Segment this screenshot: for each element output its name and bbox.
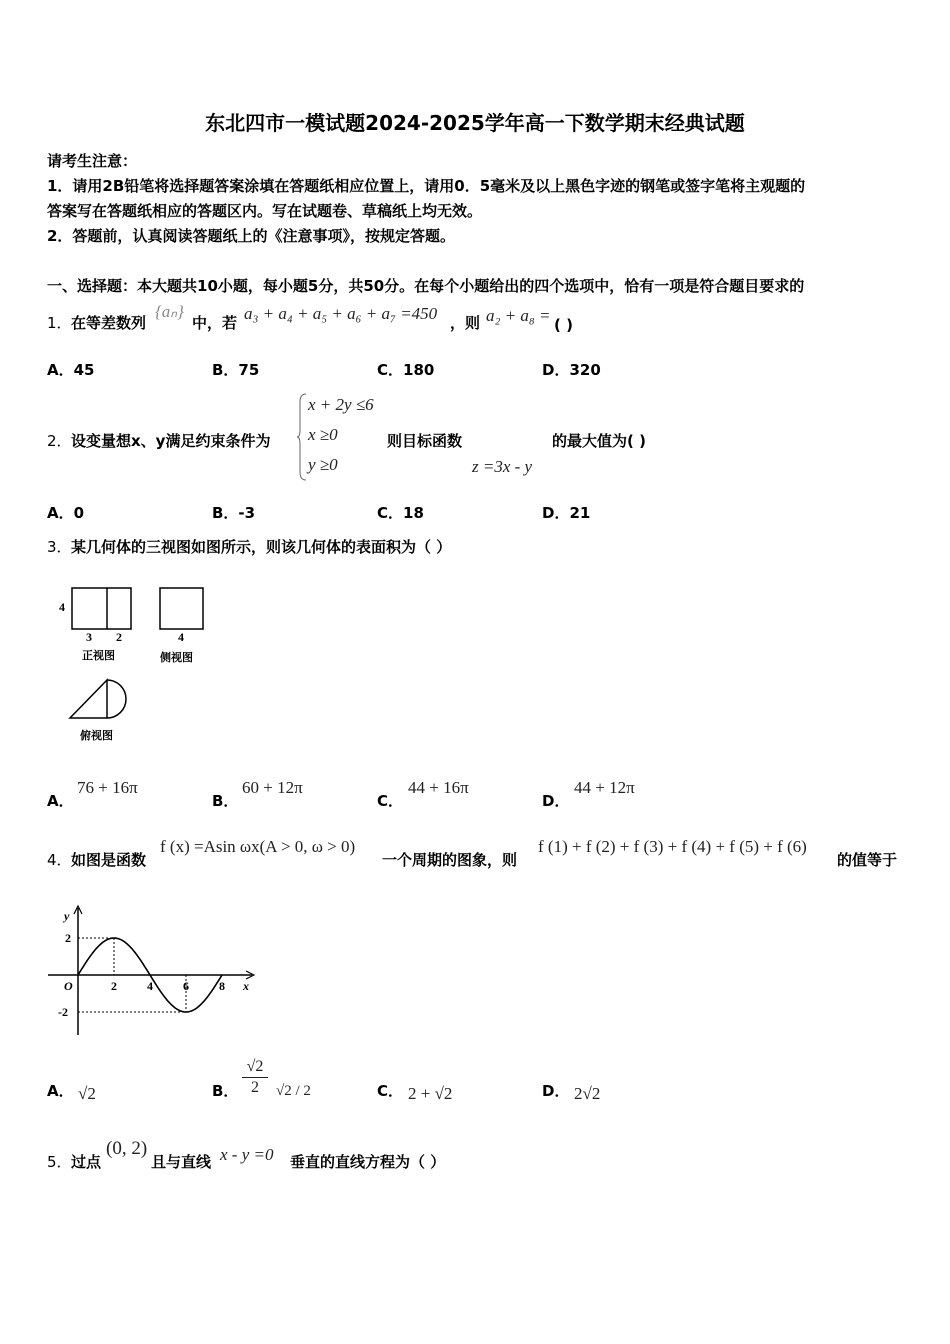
front-width-2-label: 2 — [116, 630, 122, 644]
q4-text-c: 的值等于 — [837, 851, 898, 869]
origin-label: O — [64, 979, 73, 993]
page-title: 东北四市一模试题2024-2025学年高一下数学期末经典试题 — [205, 111, 745, 135]
q4-option-d-letter[interactable]: D． — [542, 1082, 570, 1100]
xtick-8: 8 — [219, 979, 225, 993]
q2-text-b: 则目标函数 — [387, 432, 463, 450]
q2-option-b[interactable]: B．-3 — [212, 504, 256, 522]
x-axis-label: x — [243, 979, 249, 993]
q2-text-a: 设变量想x、y满足约束条件为 — [71, 432, 271, 450]
q1-sequence: {aₙ} — [155, 302, 184, 321]
q1-target: a₂ + a₈ = — [486, 306, 551, 325]
q2-number: 2． — [47, 432, 72, 450]
q4-option-b-denominator: 2 — [251, 1079, 259, 1096]
q4-text-b: 一个周期的图象，则 — [382, 851, 518, 869]
q4-option-b-letter[interactable]: B． — [212, 1082, 239, 1100]
side-view — [160, 588, 203, 629]
notice-line-1b: 答案写在答题纸相应的答题区内。写在试题卷、草稿纸上均无效。 — [47, 202, 483, 220]
q4-sum: f (1) + f (2) + f (3) + f (4) + f (5) + f (6) — [538, 837, 807, 856]
q1-option-c[interactable]: C．180 — [377, 361, 435, 379]
q1-option-b[interactable]: B．75 — [212, 361, 260, 379]
q5-line: x - y =0 — [220, 1145, 274, 1164]
q3-option-b-value[interactable]: 60 + 12π — [242, 778, 303, 797]
q4-option-b-numerator: √2 — [242, 1057, 268, 1078]
q4-option-b-fraction[interactable] — [242, 1057, 268, 1098]
q2-text-c: 的最大值为( ) — [552, 432, 646, 450]
q4-option-a-letter[interactable]: A． — [47, 1082, 74, 1100]
top-view-triangle — [70, 680, 107, 718]
q2-constraint-3: y ≥0 — [308, 455, 338, 474]
q2-constraint-1: x + 2y ≤6 — [308, 395, 374, 414]
q4-option-d-value[interactable]: 2√2 — [574, 1084, 601, 1103]
q3-option-c-letter[interactable]: C． — [377, 792, 404, 810]
q1-option-a[interactable]: A．45 — [47, 361, 95, 379]
q5-number: 5． — [47, 1153, 72, 1171]
q4-option-b-value[interactable]: √2 / 2 — [276, 1083, 311, 1099]
q3-text: 某几何体的三视图如图所示，则该几何体的表面积为（ ） — [71, 538, 452, 556]
q4-number: 4． — [47, 851, 72, 869]
q3-option-a-letter[interactable]: A． — [47, 792, 74, 810]
brace-icon — [296, 392, 308, 482]
three-view-figure — [50, 578, 220, 748]
q2-objective: z =3x - y — [472, 457, 533, 476]
q1-paren: ( ) — [554, 316, 573, 334]
side-width-label: 4 — [178, 630, 184, 644]
ytick-2: 2 — [65, 931, 71, 945]
q3-option-d-value[interactable]: 44 + 12π — [574, 778, 635, 797]
top-view-semicircle — [107, 680, 126, 718]
q4-option-a-value[interactable]: √2 — [78, 1084, 96, 1103]
q3-number: 3． — [47, 538, 72, 556]
xtick-2: 2 — [111, 979, 117, 993]
notice-line-2: 2．答题前，认真阅读答题纸上的《注意事项》，按规定答题。 — [47, 227, 455, 245]
sine-graph — [40, 900, 265, 1040]
q1-condition: a₃ + a₄ + a₅ + a₆ + a₇ =450 — [244, 304, 438, 323]
ytick-neg2: -2 — [58, 1005, 68, 1019]
q4-option-c-letter[interactable]: C． — [377, 1082, 404, 1100]
xtick-4: 4 — [147, 979, 153, 993]
notice-line-1: 1．请用2B铅笔将选择题答案涂填在答题纸相应位置上，请用0．5毫米及以上黑色字迹的钢笔或签字笔将主观题的 — [47, 177, 806, 195]
q2-constraint-2: x ≥0 — [308, 425, 338, 444]
section-heading: 一、选择题：本大题共10小题，每小题5分，共50分。在每个小题给出的四个选项中，恰有一项是符合题目要求的 — [47, 277, 805, 295]
q1-text-c: ，则 — [450, 314, 481, 332]
q5-text-a: 过点 — [71, 1153, 102, 1171]
front-width-1-label: 3 — [86, 630, 92, 644]
q4-option-c-value[interactable]: 2 + √2 — [408, 1084, 453, 1103]
front-view-label: 正视图 — [82, 650, 115, 662]
q4-function: f (x) =Asin ωx(A > 0, ω > 0) — [160, 837, 356, 856]
y-axis-label: y — [64, 909, 70, 923]
q3-option-c-value[interactable]: 44 + 16π — [408, 778, 469, 797]
q5-text-b: 且与直线 — [151, 1153, 212, 1171]
q1-text-b: 中，若 — [192, 314, 238, 332]
notice-heading: 请考生注意： — [47, 152, 138, 170]
xtick-6: 6 — [183, 979, 189, 993]
q3-option-b-letter[interactable]: B． — [212, 792, 239, 810]
q5-text-c: 垂直的直线方程为（ ） — [290, 1153, 446, 1171]
q1-text-a: 在等差数列 — [71, 314, 147, 332]
q2-option-a[interactable]: A．0 — [47, 504, 85, 522]
q2-option-d[interactable]: D．21 — [542, 504, 591, 522]
front-view — [72, 588, 131, 629]
q3-option-a-value[interactable]: 76 + 16π — [77, 778, 138, 797]
q1-option-d[interactable]: D．320 — [542, 361, 601, 379]
top-view-label: 俯视图 — [80, 730, 113, 742]
q1-number: 1． — [47, 314, 72, 332]
q2-option-c[interactable]: C．18 — [377, 504, 424, 522]
side-view-label: 侧视图 — [160, 652, 193, 664]
q3-option-d-letter[interactable]: D． — [542, 792, 570, 810]
q5-point: (0, 2) — [106, 1138, 148, 1159]
front-height-label: 4 — [59, 600, 65, 614]
q4-text-a: 如图是函数 — [71, 851, 147, 869]
